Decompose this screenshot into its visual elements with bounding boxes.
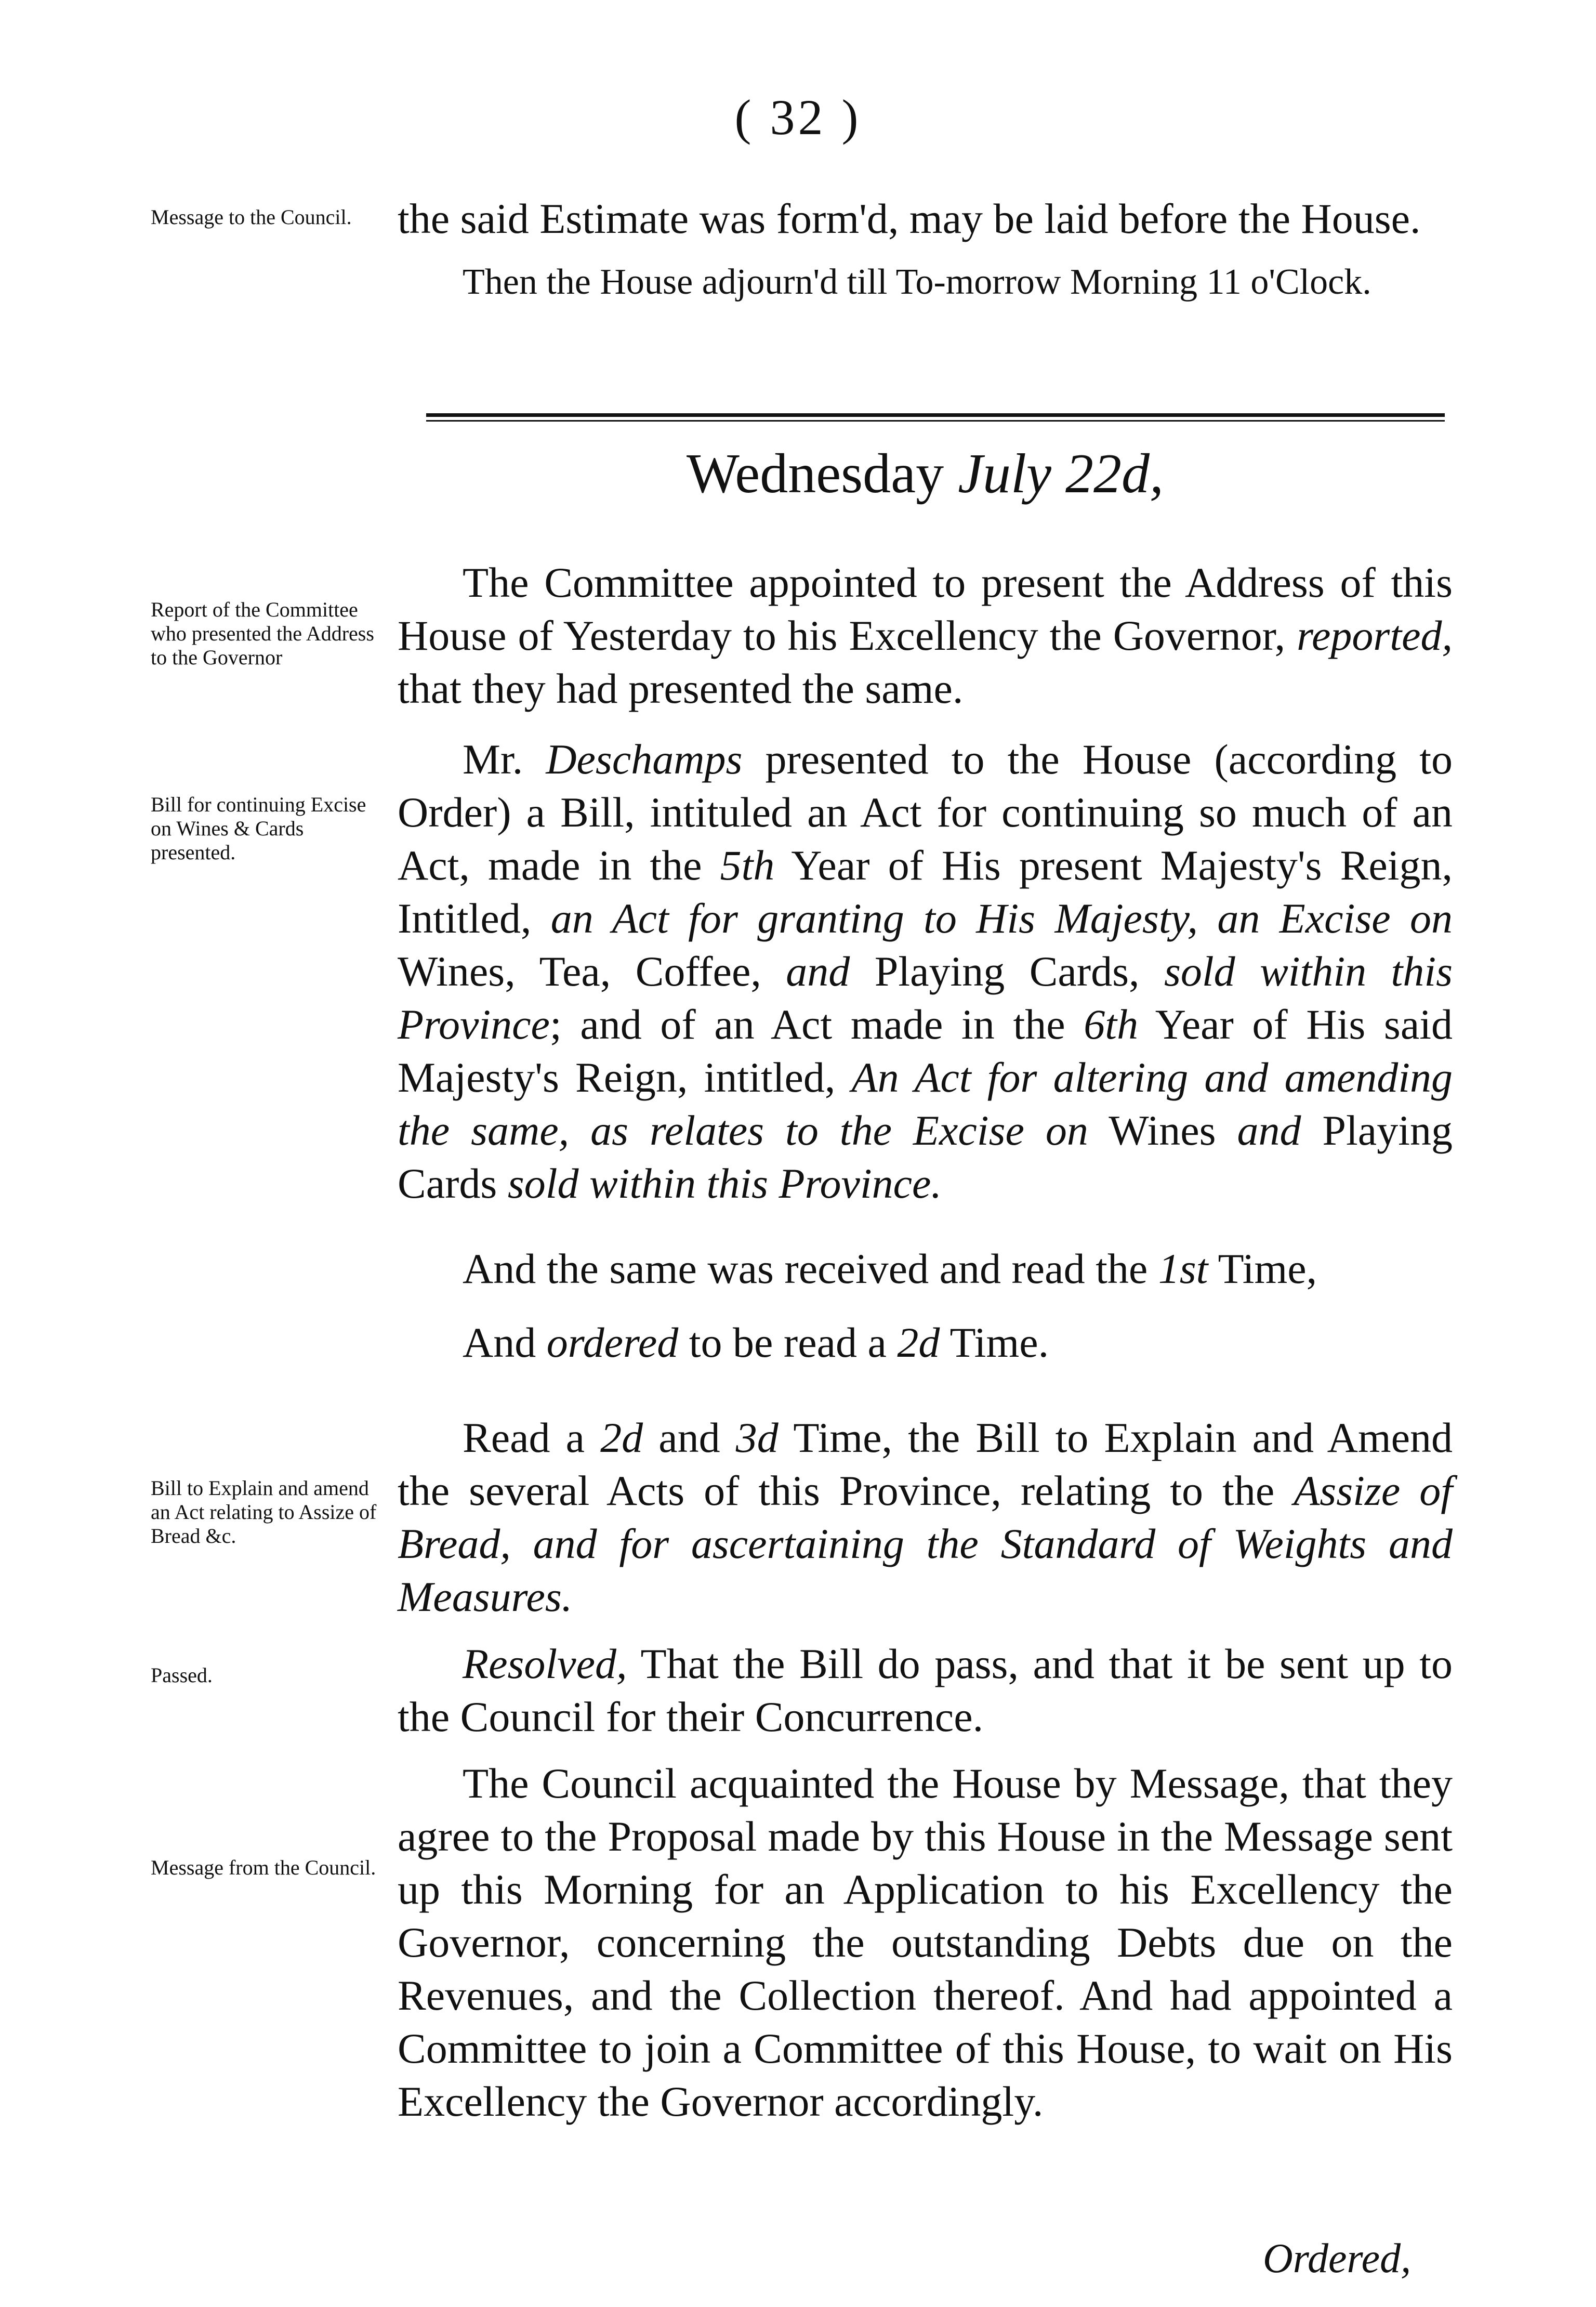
page-number: ( 32 ) bbox=[734, 89, 862, 145]
paragraph-estimate: the said Estimate was form'd, may be laid before the House. bbox=[398, 195, 1421, 242]
paragraph-committee-report: The Committee appointed to present the Address of this House of Yesterday to his Excellency the Governor, reported, that they had presented the same. bbox=[398, 559, 1453, 712]
reported-italic: reported, bbox=[1297, 612, 1453, 659]
margin-note-bill-excise: Bill for continuing Excise on Wines & Cards presented. bbox=[151, 793, 366, 864]
margin-note-report-of-committee: Report of the Committee who presented the Address to the Governor bbox=[151, 598, 374, 669]
margin-note-message-to-council: Message to the Council. bbox=[151, 205, 352, 229]
paragraph-bill-presented: Mr. Deschamps presented to the House (according to Order) a Bill, intituled an Act for continuing so much of an Act, made in the 5th Year of His present Majesty's Reign, Intitled, an Act for granting to His Majesty, an Excise on Wines, Tea, Coffee, and Playing Cards, sold within this Province; and of an Act made in the 6th Year of His said Majesty's Reign, intitled, An Act for altering and amending the same, as relates to the Excise on Wines and Playing Cards sold within this Province. bbox=[398, 736, 1453, 1207]
paragraph-read-bill: Read a 2d and 3d Time, the Bill to Explain and Amend the several Acts of this Province, relating to the Assize of Bread, and for ascertaining the Standard of Weights and Measures. bbox=[398, 1414, 1453, 1620]
council-message-block bbox=[398, 1757, 1453, 2128]
margin-note-message-from-council: Message from the Council. bbox=[151, 1856, 376, 1879]
paragraph-council-message: The Council acquainted the House by Message, that they agree to the Proposal made by this House in the Message sent up this Morning for an Application to his Excellency the Governor, concerning the outstanding Debts due on the Revenues, and the Collection thereof. And had appointed a Committee to join a Committee of this House, to wait on His Excellency the Governor accordingly. bbox=[398, 1760, 1453, 2125]
bill-presented-block bbox=[398, 733, 1453, 1210]
resolved-block bbox=[398, 1637, 1453, 1744]
opening-paragraph-block bbox=[398, 192, 1453, 309]
day-heading bbox=[398, 442, 1453, 506]
paragraph-received: And the same was received and read the 1st Time, bbox=[463, 1245, 1317, 1292]
catchword: Ordered, bbox=[1263, 2236, 1412, 2282]
margin-note-bill-assize: Bill to Explain and amend an Act relating to Assize of Bread &c. bbox=[151, 1476, 377, 1548]
read-bill-block bbox=[398, 1411, 1453, 1623]
received-block bbox=[398, 1242, 1453, 1369]
heading-day: Wednesday bbox=[686, 443, 944, 505]
member-name: Deschamps bbox=[546, 736, 743, 783]
heading-date: July 22d, bbox=[958, 443, 1164, 505]
margin-note-passed: Passed. bbox=[151, 1663, 213, 1687]
committee-report-block bbox=[398, 556, 1453, 715]
section-divider-rule bbox=[426, 413, 1445, 422]
paragraph-adjourned: Then the House adjourn'd till To-morrow Morning 11 o'Clock. bbox=[463, 262, 1371, 302]
paragraph-resolved: Resolved, That the Bill do pass, and that it be sent up to the Council for their Concurrence. bbox=[398, 1640, 1453, 1740]
paragraph-ordered: And ordered to be read a 2d Time. bbox=[463, 1319, 1049, 1366]
